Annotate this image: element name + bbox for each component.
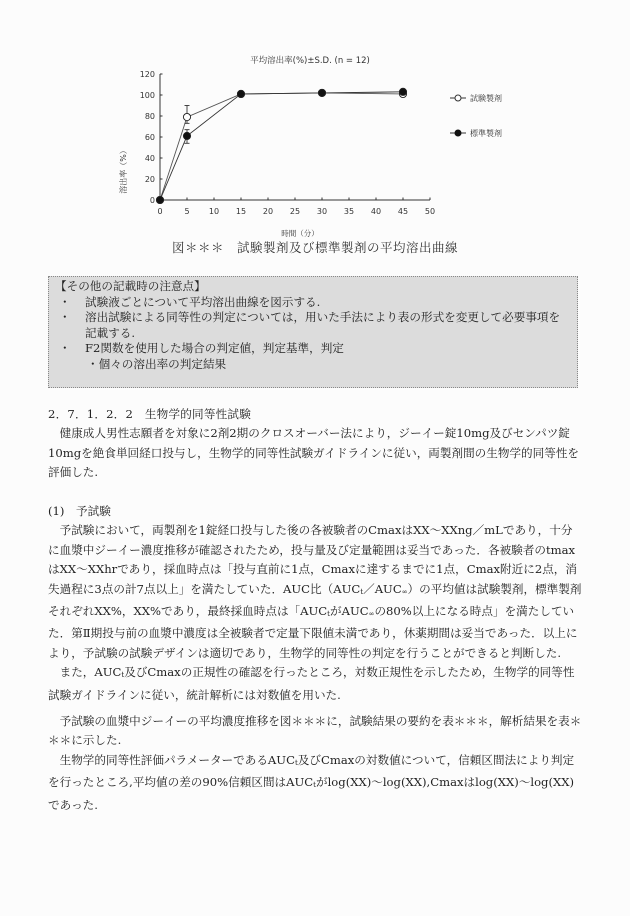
results-block xyxy=(48,712,583,815)
bullet-icon: ・ xyxy=(59,310,71,324)
pretest-paragraph-1: 予試験において，両製剤を1錠経口投与した後の各被験者のCmaxはXX～XXng／mLであり，十分に血漿中ジーイー濃度推移が確認されたため，投与量及び定量範囲は妥当であった．各被験者のtmaxはXX～XXhrであり，採血時点は「投与直前に1点，Cmaxに達するまでに1点，Cmax附近に2点，消失過程に3点の計7点以上」を満たしていた．AUC比$(AUC_t/AUC_\infty)$の平均値は試験製剤，標準製剤それぞれXX%，XX%であり，最終採血時点は「$AUC_t$が$AUC_\infty$の80%以上になる時点」を満たしていた．第Ⅱ期投与前の血漿中濃度は全被験者で定量下限値未満であり，休薬期間は妥当であった．以上により，予試験の試験デザインは適切であり，生物学的同等性の判定を行うことができると判断した. xyxy=(48,523,582,660)
svg-text:50: 50 xyxy=(424,207,436,216)
bullet-icon: ・ xyxy=(59,294,71,309)
legend-item-test xyxy=(450,93,502,103)
filled-circle-marker-icon xyxy=(237,90,244,97)
svg-text:0: 0 xyxy=(149,196,155,205)
notes-item xyxy=(57,310,569,341)
notes-box xyxy=(48,276,578,388)
notes-item xyxy=(57,295,569,311)
svg-text:10: 10 xyxy=(208,207,220,216)
notes-item-text: F2関数を使用した場合の判定値，判定基準，判定 xyxy=(85,341,344,355)
figure-caption: 図＊＊＊ 試験製剤及び標準製剤の平均溶出曲線 xyxy=(171,240,458,255)
svg-text:標準製剤: 標準製剤 xyxy=(470,129,502,138)
svg-text:5: 5 xyxy=(184,207,190,216)
open-circle-marker-icon xyxy=(183,113,190,120)
subsection-pretest xyxy=(48,502,583,705)
svg-text:溶出率（%）: 溶出率（%） xyxy=(119,146,128,194)
notes-item-text: 試験液ごとについて平均溶出曲線を図示する. xyxy=(85,294,321,309)
chart-svg xyxy=(110,50,530,250)
svg-text:40: 40 xyxy=(144,154,155,163)
chart-title: 平均溶出率(%)±S.D. (n = 12) xyxy=(250,56,370,66)
svg-text:45: 45 xyxy=(397,207,409,216)
open-circle-marker-icon xyxy=(455,95,461,101)
chart-series xyxy=(156,88,406,203)
series-test xyxy=(156,89,406,203)
svg-text:試験製剤: 試験製剤 xyxy=(470,94,502,103)
legend-item-reference xyxy=(450,128,502,138)
pretest-paragraph-2: また，$AUC_t$及びCmaxの正規性の確認を行ったところ，対数正規性を示したため，生物学的同等性試験ガイドラインに従い，統計解析には対数値を用いた. xyxy=(48,665,575,702)
notes-item xyxy=(57,341,569,357)
dissolution-chart xyxy=(110,50,530,250)
section-intro: 健康成人男性志願者を対象に2剤2期のクロスオーバー法により，ジーイー錠10mg及びセンパツ錠10mgを絶食単回経口投与し，生物学的同等性試験ガイドラインに従い，両製剤間の生物学的同等性を評価した. xyxy=(48,426,580,480)
svg-text:15: 15 xyxy=(235,207,247,216)
x-axis-label: 時間（分） xyxy=(281,229,319,238)
results-paragraph-2: 生物学的同等性評価パラメーターである$AUC_t$及びCmaxの対数値について，信頼区間法により判定を行ったところ,平均値の差の90%信頼区間は$AUC_t$がlog(XX)～log(XX),Cmaxはlog(XX)～log(XX)であった. xyxy=(48,752,575,812)
svg-text:35: 35 xyxy=(343,207,355,216)
filled-circle-marker-icon xyxy=(318,89,325,96)
y-axis-label xyxy=(118,146,128,194)
filled-circle-marker-icon xyxy=(183,132,190,139)
svg-text:40: 40 xyxy=(370,207,382,216)
notes-title: 【その他の記載時の注意点】 xyxy=(55,279,206,293)
bullet-icon: ・ xyxy=(59,341,71,355)
svg-text:80: 80 xyxy=(144,112,155,121)
svg-text:100: 100 xyxy=(139,91,155,100)
svg-text:60: 60 xyxy=(144,133,155,142)
chart-legend xyxy=(450,93,502,138)
results-paragraph-1: 予試験の血漿中ジーイーの平均濃度推移を図＊＊＊に，試験結果の要約を表＊＊＊，解析結果を表＊＊＊に示した. xyxy=(48,714,582,748)
notes-item-text: 溶出試験による同等性の判定については，用いた手法により表の形式を変更して必要事項を記載する. xyxy=(85,310,561,340)
filled-circle-marker-icon xyxy=(455,130,461,136)
filled-circle-marker-icon xyxy=(156,196,163,203)
notes-sub-item: ・個々の溶出率の判定結果 xyxy=(87,356,227,371)
filled-circle-marker-icon xyxy=(399,88,406,95)
svg-text:25: 25 xyxy=(289,207,301,216)
svg-text:30: 30 xyxy=(316,207,328,216)
subsection-heading: (1) 予試験 xyxy=(48,504,111,518)
svg-text:0: 0 xyxy=(157,207,163,216)
series-reference xyxy=(156,88,406,203)
svg-text:120: 120 xyxy=(139,70,155,79)
section-bioequivalence xyxy=(48,405,583,483)
svg-text:20: 20 xyxy=(144,175,155,184)
svg-text:20: 20 xyxy=(262,207,274,216)
section-heading: 2．7．1．2．2 生物学的同等性試験 xyxy=(48,407,251,421)
